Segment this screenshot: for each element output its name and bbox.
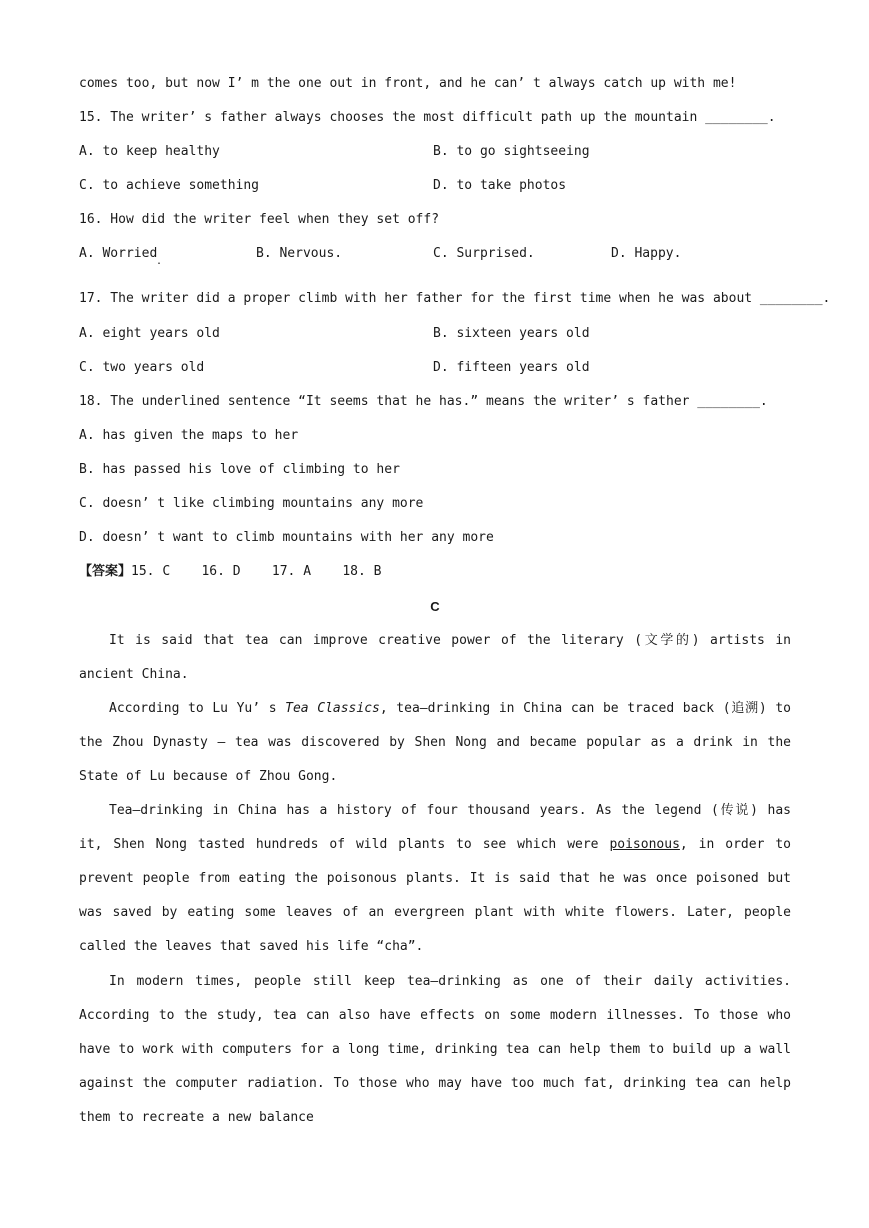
question-17-option-b: B. sixteen years old bbox=[433, 326, 590, 341]
question-18-option-d: D. doesn’ t want to climb mountains with her any more bbox=[79, 530, 494, 545]
question-17-stem: 17. The writer did a proper climb with her father for the first time when he was about ________. bbox=[79, 291, 831, 306]
book-title: Tea Classics bbox=[285, 701, 380, 716]
paragraph-4-text: In modern times, people still keep tea—drinking as one of their daily activities. According to the study, tea can also have effects on some modern illnesses. To those who have to work with computers for a long time, drinking tea can help them to build up a wall against the computer radiation. To those who may have too much fat, drinking tea can help them to recreate a new balance bbox=[79, 974, 791, 1125]
passage-continuation: comes too, but now I’ m the one out in front, and he can’ t always catch up with me! bbox=[79, 76, 737, 91]
question-16-option-a: A. Worried bbox=[79, 246, 158, 261]
question-18-option-c: C. doesn’ t like climbing mountains any more bbox=[79, 496, 424, 511]
stray-dot: . bbox=[156, 256, 163, 267]
question-18-stem: 18. The underlined sentence “It seems that he has.” means the writer’ s father ________. bbox=[79, 394, 768, 409]
answer-tag: 【答案】 bbox=[79, 564, 132, 579]
question-15-option-c: C. to achieve something bbox=[79, 178, 260, 193]
question-17-option-c: C. two years old bbox=[79, 360, 205, 375]
paragraph-3-text-a: Tea—drinking in China has a history of four thousand years. As the legend (传说) has it, Shen Nong tasted hundreds of wild plants to see which were bbox=[79, 803, 791, 852]
answer-line bbox=[79, 562, 381, 582]
section-heading: C bbox=[430, 599, 440, 614]
question-18-option-a: A. has given the maps to her bbox=[79, 428, 299, 443]
question-15-option-b: B. to go sightseeing bbox=[433, 144, 590, 159]
question-15-option-d: D. to take photos bbox=[433, 178, 567, 193]
answer-text: 15. C 16. D 17. A 18. B bbox=[131, 564, 382, 579]
question-17-option-d: D. fifteen years old bbox=[433, 360, 590, 375]
question-15-option-a: A. to keep healthy bbox=[79, 144, 220, 159]
question-15-stem: 15. The writer’ s father always chooses the most difficult path up the mountain ________. bbox=[79, 110, 776, 125]
question-18-option-b: B. has passed his love of climbing to her bbox=[79, 462, 400, 477]
question-16-option-b: B. Nervous. bbox=[256, 246, 343, 261]
paragraph-3-text-b: , in order to prevent people from eating the poisonous plants. It is said that he was once poisoned but was saved by eating some leaves of an evergreen plant with white flowers. Later, people called the leaves that saved his life “cha”. bbox=[79, 837, 791, 954]
underlined-word: poisonous bbox=[609, 837, 680, 852]
paragraph-1-text: It is said that tea can improve creative power of the literary (文学的) artists in ancient China. bbox=[79, 633, 791, 682]
paragraph-2-text-b: , tea—drinking in China can be traced back (追溯) to the Zhou Dynasty — tea was discovered by Shen Nong and became popular as a drink in the State of Lu because of Zhou Gong. bbox=[79, 701, 792, 784]
paragraph-2-text-a: According to Lu Yu’ s bbox=[109, 701, 286, 716]
question-16-stem: 16. How did the writer feel when they set off? bbox=[79, 212, 440, 227]
paragraph-4 bbox=[79, 965, 791, 1135]
paragraph-2 bbox=[79, 692, 791, 794]
question-16-option-d: D. Happy. bbox=[611, 246, 682, 261]
question-17-option-a: A. eight years old bbox=[79, 326, 220, 341]
paragraph-3 bbox=[79, 794, 791, 964]
question-16-option-c: C. Surprised. bbox=[433, 246, 535, 261]
paragraph-1 bbox=[79, 624, 791, 692]
